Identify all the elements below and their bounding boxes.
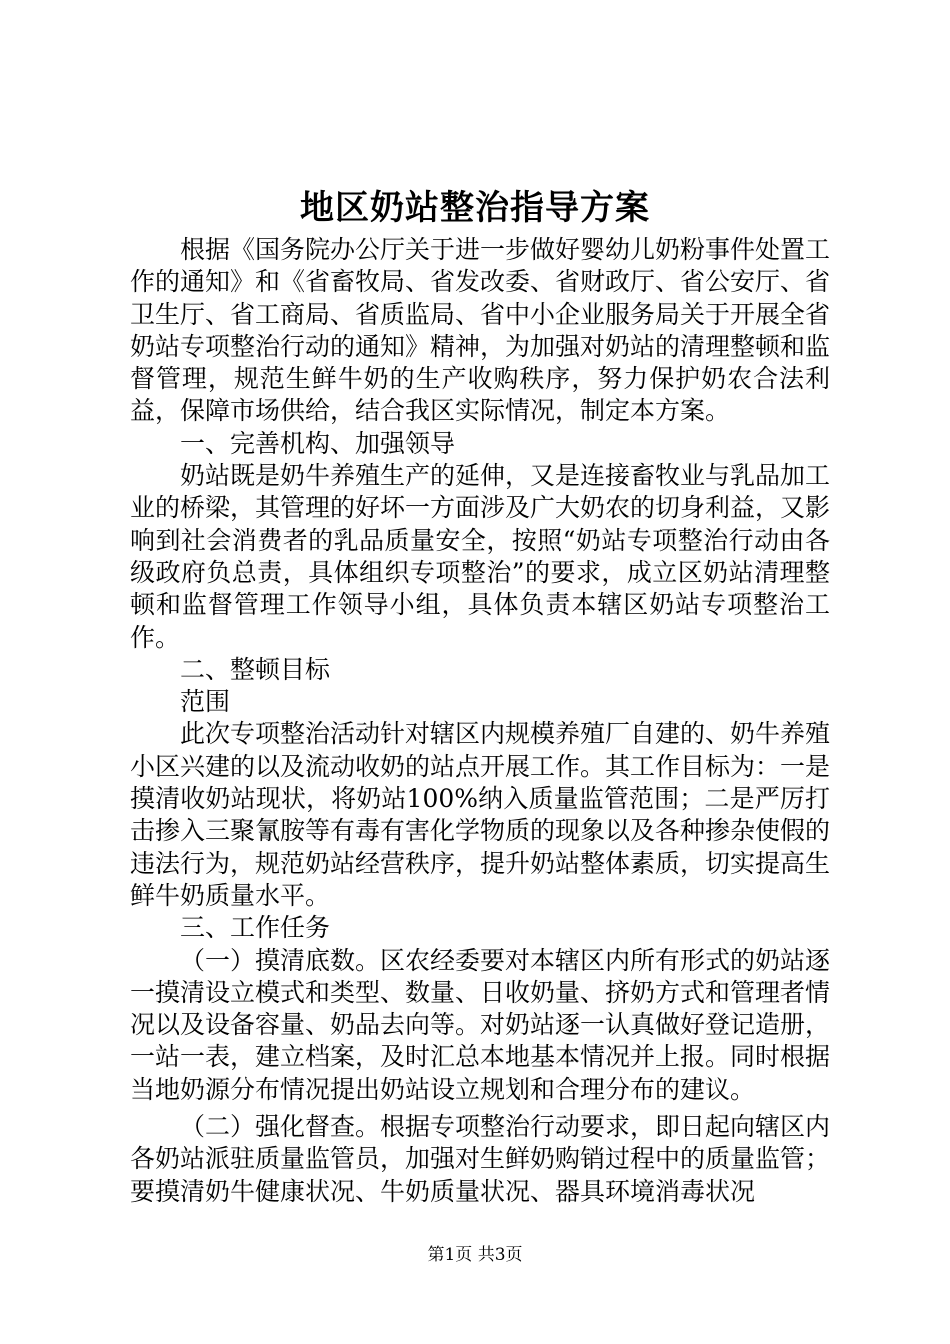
paragraph-task-2: （二）强化督查。根据专项整治行动要求，即日起向辖区内各奶站派驻质量监管员，加强对生鲜奶购销过程中的质量监管；要摸清奶牛健康状况、牛奶质量状况、器具环境消毒状况: [130, 1112, 831, 1206]
paragraph-intro: 根据《国务院办公厅关于进一步做好婴幼儿奶粉事件处置工作的通知》和《省畜牧局、省发改委、省财政厅、省公安厅、省卫生厅、省工商局、省质监局、省中小企业服务局关于开展全省奶站专项整治行动的通知》精神，为加强对奶站的清理整顿和监督管理，规范生鲜牛奶的生产收购秩序，努力保护奶农合法利益，保障市场供给，结合我区实际情况，制定本方案。: [130, 235, 831, 426]
page-number-footer: 第1页 共3页: [427, 1245, 523, 1265]
paragraph-section-1: 奶站既是奶牛养殖生产的延伸，又是连接畜牧业与乳品加工业的桥梁，其管理的好坏一方面涉及广大奶农的切身利益，又影响到社会消费者的乳品质量安全，按照“奶站专项整治行动由各级政府负总责，具体组织专项整治”的要求，成立区奶站清理整顿和监督管理工作领导小组，具体负责本辖区奶站专项整治工作。: [130, 461, 831, 652]
section-heading-2: 二、整顿目标: [180, 654, 331, 684]
section-heading-1: 一、完善机构、加强领导: [180, 428, 456, 458]
document-body: [130, 234, 830, 1208]
paragraph-section-2: 此次专项整治活动针对辖区内规模养殖厂自建的、奶牛养殖小区兴建的以及流动收奶的站点开展工作。其工作目标为：一是摸清收奶站现状，将奶站100%纳入质量监管范围；二是严厉打击掺入三聚氰胺等有毒有害化学物质的现象以及各种掺杂使假的违法行为，规范奶站经营秩序，提升奶站整体素质，切实提高生鲜牛奶质量水平。: [130, 719, 831, 910]
paragraph-task-1: （一）摸清底数。区农经委要对本辖区内所有形式的奶站逐一摸清设立模式和类型、数量、日收奶量、挤奶方式和管理者情况以及设备容量、奶品去向等。对奶站逐一认真做好登记造册，一站一表，建立档案，及时汇总本地基本情况并上报。同时根据当地奶源分布情况提出奶站设立规划和合理分布的建议。: [130, 945, 831, 1104]
subheading-scope: 范围: [180, 687, 231, 717]
document-title: 地区奶站整治指导方案: [300, 188, 650, 228]
section-heading-3: 三、工作任务: [180, 913, 331, 943]
